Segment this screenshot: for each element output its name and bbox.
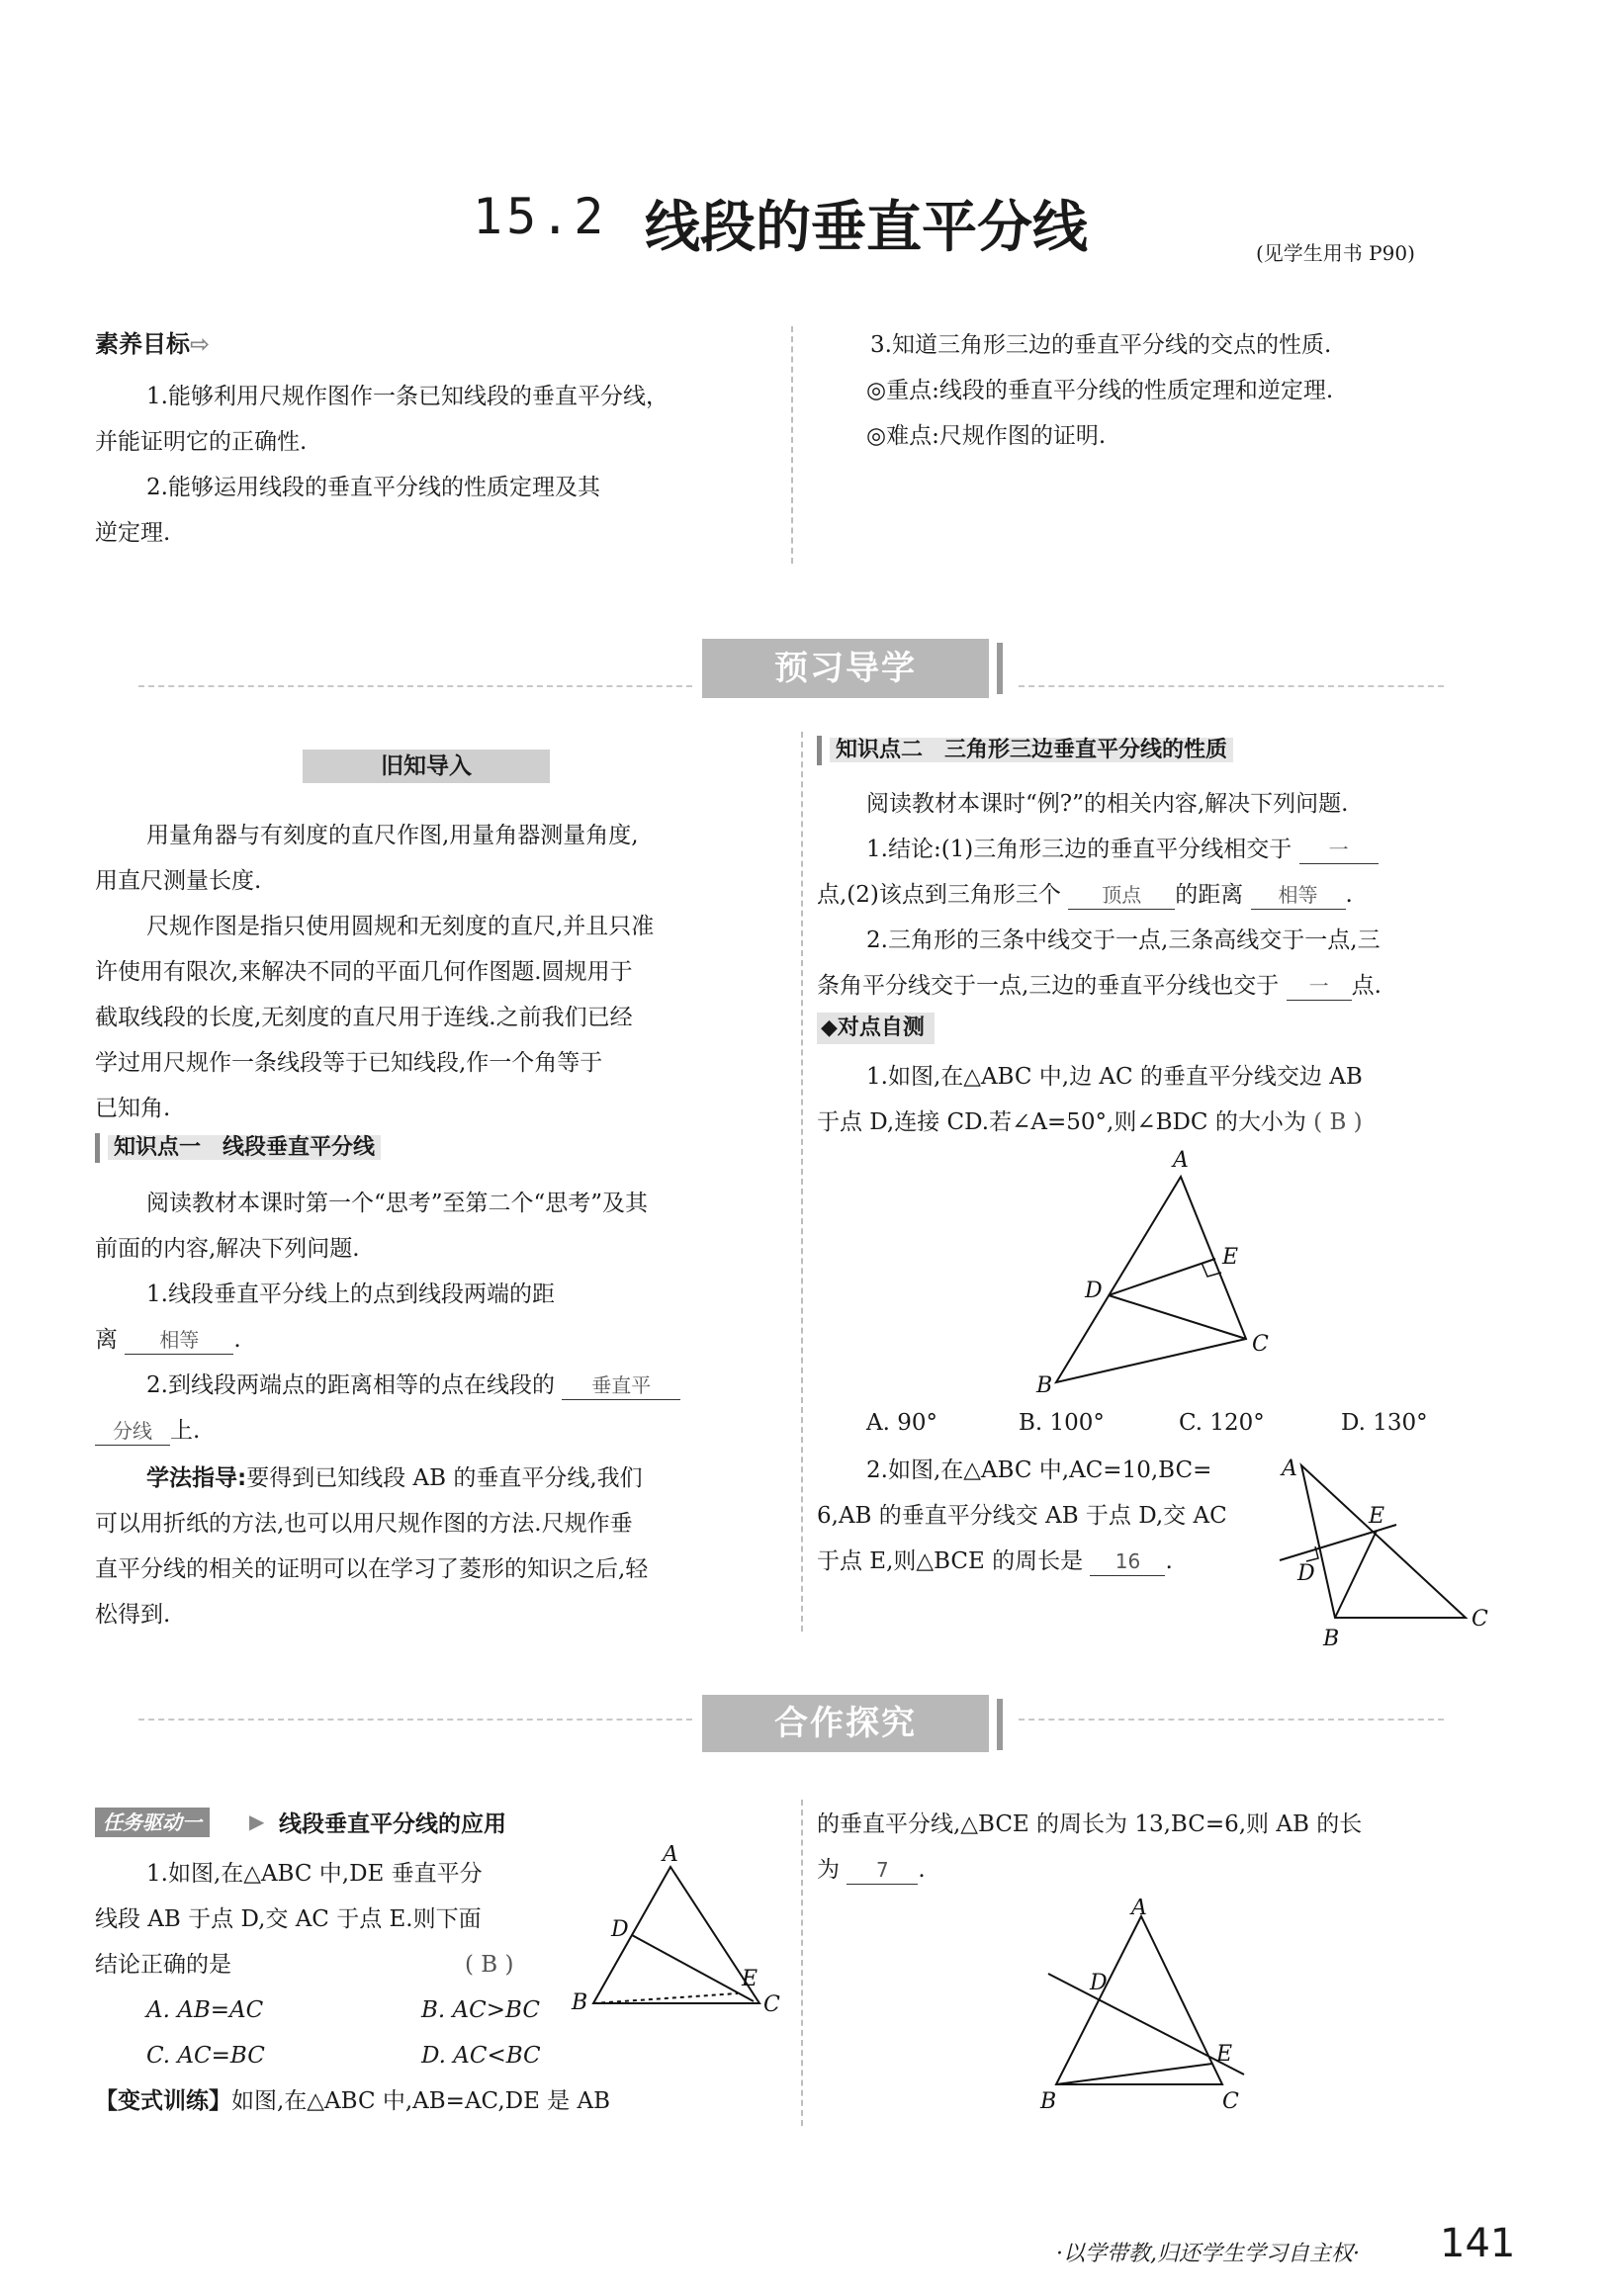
st-q2-line-c: 于点 E,则△BCE 的周长是 16 . bbox=[817, 1548, 1173, 1574]
preview-rule-left bbox=[138, 685, 692, 687]
kp1-q1-line-a: 1.线段垂直平分线上的点到线段两端的距 bbox=[146, 1281, 555, 1307]
diamond-icon: ◆ bbox=[821, 1016, 838, 1040]
kp1-q1-line-b: 离 相等 . bbox=[95, 1327, 241, 1353]
label-d: D bbox=[1297, 1561, 1315, 1586]
kp1-intro-1: 阅读教材本课时第一个“思考”至第二个“思考”及其 bbox=[146, 1191, 649, 1216]
kp2-intro: 阅读教材本课时“例?”的相关内容,解决下列问题. bbox=[866, 791, 1349, 817]
goal-right-1: 3.知道三角形三边的垂直平分线的交点的性质. bbox=[870, 332, 1332, 358]
label-d: D bbox=[611, 1917, 629, 1942]
label-c: C bbox=[1252, 1332, 1269, 1357]
old-line-5: 截取线段的长度,无刻度的直尺用于连线.之前我们已经 bbox=[95, 1005, 633, 1030]
old-line-2: 用直尺测量长度. bbox=[95, 868, 262, 894]
segment-dc bbox=[1109, 1295, 1246, 1339]
t1-variant-answer: 7 bbox=[847, 1856, 918, 1885]
t1-variant-line-1: 【变式训练】如图,在△ABC 中,AB=AC,DE 是 AB bbox=[95, 2088, 611, 2114]
kp1-q2-line-a: 2.到线段两端点的距离相等的点在线段的 垂直平 bbox=[146, 1363, 680, 1408]
old-line-3: 尺规作图是指只使用圆规和无刻度的直尺,并且只准 bbox=[146, 914, 655, 939]
st-q1-option-b: B. 100° bbox=[1019, 1410, 1105, 1436]
coop-rule-right bbox=[1019, 1719, 1444, 1721]
kp1-tip-line-4: 松得到. bbox=[95, 1602, 171, 1628]
t1-option-b: B. AC>BC bbox=[421, 1997, 540, 2023]
kp2-c1-answer-3: 相等 bbox=[1251, 881, 1346, 910]
label-b: B bbox=[572, 1990, 588, 2015]
self-test-heading: ◆对点自测 bbox=[817, 1013, 935, 1044]
old-line-4: 许使用有限次,来解决不同的平面几何作图题.圆规用于 bbox=[95, 959, 633, 985]
kp1-q2-line-b: 分线 上. bbox=[95, 1408, 200, 1454]
triangle-abc bbox=[1056, 1916, 1222, 2084]
figure-self-test-2 bbox=[1266, 1452, 1503, 1649]
goal-line-1: 1.能够利用尺规作图作一条已知线段的垂直平分线， bbox=[146, 384, 669, 409]
kp2-c1-line-a: 1.结论:(1)三角形三边的垂直平分线相交于 一 bbox=[866, 827, 1379, 872]
label-e: E bbox=[1216, 2042, 1233, 2067]
kp1-q2-answer-2: 分线 bbox=[95, 1417, 170, 1446]
kp1-q2-answer-1: 垂直平 bbox=[562, 1371, 680, 1400]
st-q1-line-b: 于点 D,连接 CD.若∠A=50°,则∠BDC 的大小为 ( B ) bbox=[817, 1109, 1363, 1135]
kp1-tip-line-2: 可以用折纸的方法,也可以用尺规作图的方法.尺规作垂 bbox=[95, 1511, 633, 1537]
triangle-abc bbox=[1301, 1465, 1466, 1618]
segment-be bbox=[1335, 1531, 1377, 1618]
t1-q1-line-b: 线段 AB 于点 D,交 AC 于点 E.则下面 bbox=[95, 1906, 482, 1932]
kp1-tip-line-1: 学法指导:要得到已知线段 AB 的垂直平分线,我们 bbox=[146, 1465, 643, 1491]
st-q1-line-a: 1.如图,在△ABC 中,边 AC 的垂直平分线交边 AB bbox=[866, 1064, 1363, 1090]
label-e: E bbox=[1222, 1245, 1239, 1270]
perpendicular-bisector bbox=[1280, 1525, 1396, 1560]
kp2-c2-line-b: 条角平分线交于一点,三边的垂直平分线也交于 一 点. bbox=[817, 973, 1382, 999]
kp2-heading: 知识点二 三角形三边垂直平分线的性质 bbox=[817, 736, 1233, 765]
figure-task-1 bbox=[564, 1845, 791, 2023]
goals-heading: 素养目标⇨ bbox=[95, 330, 211, 358]
t1-variant-line-2: 的垂直平分线,△BCE 的周长为 13,BC=6,则 AB 的长 bbox=[817, 1811, 1363, 1837]
st-q2-line-a: 2.如图,在△ABC 中,AC=10,BC= bbox=[866, 1457, 1212, 1483]
segment-de bbox=[632, 1935, 754, 2001]
st-q2-line-b: 6,AB 的垂直平分线交 AB 于点 D,交 AC bbox=[817, 1503, 1227, 1529]
label-e: E bbox=[1369, 1504, 1385, 1529]
goals-divider bbox=[791, 326, 793, 564]
figure-self-test-1 bbox=[1028, 1147, 1305, 1394]
t1-variant-line-3: 为 7 . bbox=[817, 1857, 926, 1883]
label-a: A bbox=[1173, 1148, 1189, 1173]
st-q1-answer: ( B ) bbox=[1313, 1109, 1363, 1135]
task1-tag: 任务驱动一 bbox=[95, 1808, 210, 1837]
t1-q1-line-c: 结论正确的是 bbox=[95, 1952, 231, 1978]
label-c: C bbox=[763, 1992, 780, 2017]
segment-be-dashed bbox=[593, 1993, 738, 2003]
segment-be bbox=[1056, 2064, 1212, 2084]
coop-rule-left bbox=[138, 1719, 692, 1721]
old-line-6: 学过用尺规作一条线段等于已知线段,作一个角等于 bbox=[95, 1050, 603, 1076]
label-d: D bbox=[1085, 1279, 1103, 1303]
label-a: A bbox=[1282, 1457, 1297, 1481]
figure-variant bbox=[1028, 1899, 1266, 2116]
label-b: B bbox=[1323, 1627, 1340, 1649]
goal-line-4: 逆定理. bbox=[95, 520, 171, 546]
book-reference: (见学生用书 P90) bbox=[1256, 241, 1415, 265]
perpendicular-bisector bbox=[1048, 1974, 1244, 2075]
kp2-c1-answer-2: 顶点 bbox=[1068, 881, 1175, 910]
preview-divider bbox=[801, 732, 803, 1632]
t1-q1-line-a: 1.如图,在△ABC 中,DE 垂直平分 bbox=[146, 1861, 483, 1887]
arrow-icon: ⇨ bbox=[190, 330, 211, 358]
play-icon: ▶ bbox=[249, 1810, 265, 1833]
goal-line-3: 2.能够运用线段的垂直平分线的性质定理及其 bbox=[146, 475, 600, 500]
label-b: B bbox=[1040, 2089, 1057, 2114]
t1-option-c: C. AC=BC bbox=[146, 2043, 265, 2069]
label-a: A bbox=[663, 1845, 678, 1867]
kp2-c2-answer: 一 bbox=[1287, 972, 1352, 1001]
footer-slogan: ·以学带教,归还学生学习自主权· bbox=[1056, 2242, 1360, 2266]
kp2-c2-line-a: 2.三角形的三条中线交于一点,三条高线交于一点,三 bbox=[866, 927, 1381, 953]
label-c: C bbox=[1222, 2089, 1239, 2114]
st-q1-option-a: A. 90° bbox=[866, 1410, 937, 1436]
kp2-c1-line-b: 点,(2)该点到三角形三个 顶点 的距离 相等 . bbox=[817, 882, 1353, 908]
coop-banner: 合作探究 bbox=[702, 1695, 989, 1752]
label-a: A bbox=[1131, 1899, 1147, 1920]
t1-option-a: A. AB=AC bbox=[146, 1997, 264, 2023]
right-angle-mark bbox=[1306, 1546, 1318, 1561]
st-q2-answer: 16 bbox=[1090, 1547, 1165, 1576]
label-b: B bbox=[1036, 1373, 1053, 1394]
old-knowledge-heading: 旧知导入 bbox=[303, 750, 550, 783]
t1-q1-answer: ( B ) bbox=[465, 1952, 514, 1978]
preview-rule-right bbox=[1019, 685, 1444, 687]
label-e: E bbox=[742, 1967, 758, 1991]
old-line-1: 用量角器与有刻度的直尺作图,用量角器测量角度, bbox=[146, 823, 639, 848]
label-c: C bbox=[1471, 1607, 1488, 1632]
kp1-tip-line-3: 直平分线的相关的证明可以在学习了菱形的知识之后,轻 bbox=[95, 1556, 649, 1582]
kp2-c1-answer-1: 一 bbox=[1299, 836, 1379, 864]
page-number: 141 bbox=[1440, 2221, 1516, 2266]
coop-divider bbox=[801, 1800, 803, 2126]
st-q1-option-c: C. 120° bbox=[1179, 1410, 1265, 1436]
goal-right-3: ◎难点:尺规作图的证明. bbox=[866, 423, 1107, 449]
preview-banner: 预习导学 bbox=[702, 639, 989, 698]
page-title: 线段的垂直平分线 bbox=[645, 196, 1088, 260]
goal-right-2: ◎重点:线段的垂直平分线的性质定理和逆定理. bbox=[866, 378, 1334, 403]
t1-option-d: D. AC<BC bbox=[421, 2043, 541, 2069]
kp1-intro-2: 前面的内容,解决下列问题. bbox=[95, 1236, 360, 1262]
kp1-q1-answer: 相等 bbox=[125, 1326, 233, 1355]
old-line-7: 已知角. bbox=[95, 1096, 171, 1121]
kp1-heading: 知识点一 线段垂直平分线 bbox=[95, 1133, 381, 1163]
label-d: D bbox=[1090, 1971, 1108, 1995]
task1-heading: 线段垂直平分线的应用 bbox=[279, 1811, 506, 1837]
st-q1-option-d: D. 130° bbox=[1341, 1410, 1428, 1436]
segment-de bbox=[1109, 1259, 1215, 1295]
goal-line-2: 并能证明它的正确性. bbox=[95, 429, 308, 455]
section-number: 15.2 bbox=[473, 188, 608, 245]
